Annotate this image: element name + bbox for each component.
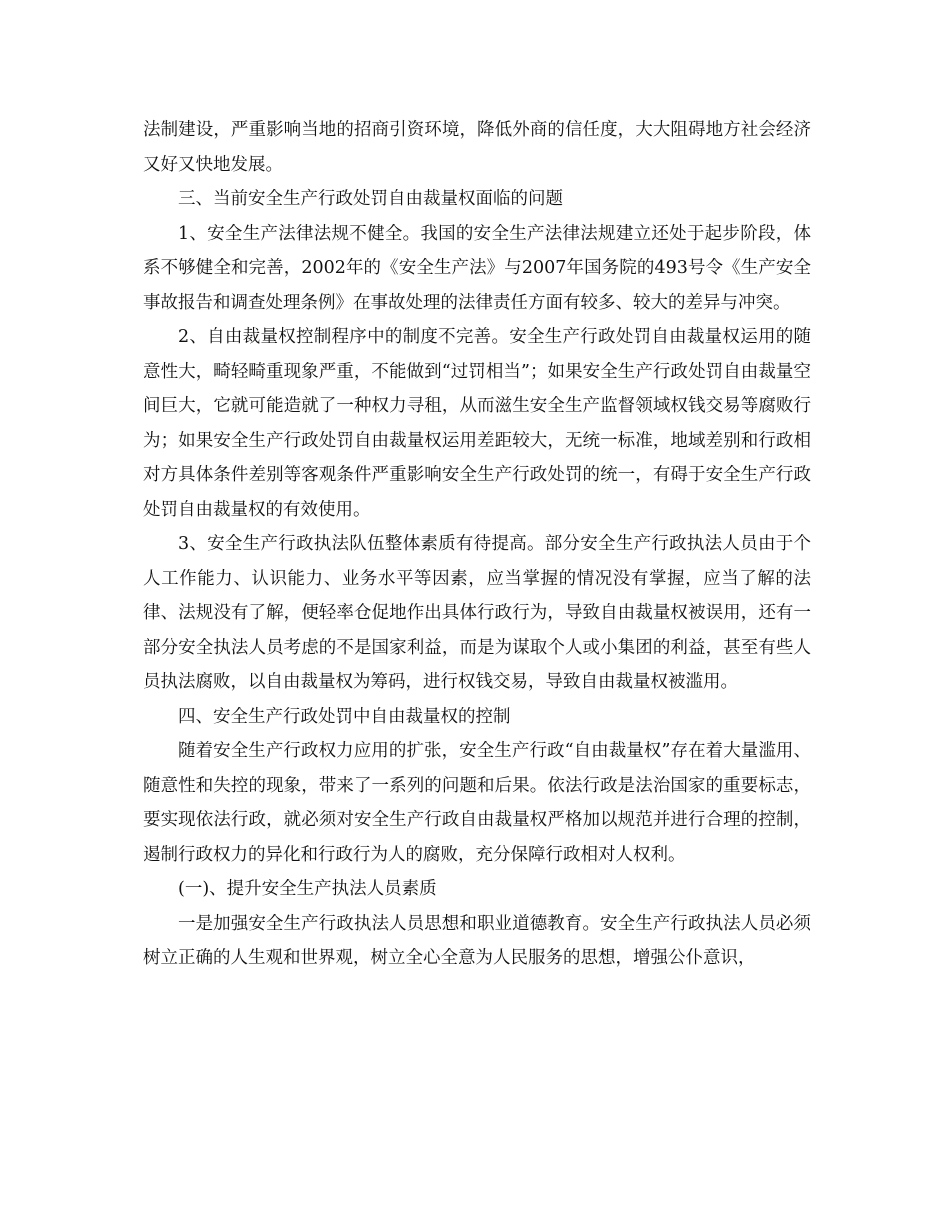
paragraph-item-1: 1、安全生产法律法规不健全。我国的安全生产法律法规建立还处于起步阶段，体系不够健全和完善，2002年的《安全生产法》与2007年国务院的493号令《生产安全事故报告和调查处理条例》在事故处理的法律责任方面有较多、较大的差异与冲突。 — [143, 223, 811, 313]
paragraph-item-3: 3、安全生产行政执法队伍整体素质有待提高。部分安全生产行政执法人员由于个人工作能力、认识能力、业务水平等因素，应当掌握的情况没有掌握，应当了解的法律、法规没有了解，便轻率仓促地作出具体行政行为，导致自由裁量权被误用，还有一部分安全执法人员考虑的不是国家利益，而是为谋取个人或小集团的利益，甚至有些人员执法腐败，以自由裁量权为筹码，进行权钱交易，导致自由裁量权被滥用。 — [143, 534, 811, 692]
section-heading-4: 四、安全生产行政处罚中自由裁量权的控制 — [178, 706, 511, 727]
paragraph-item-2: 2、自由裁量权控制程序中的制度不完善。安全生产行政处罚自由裁量权运用的随意性大，畸轻畸重现象严重，不能做到“过罚相当”；如果安全生产行政处罚自由裁量空间巨大，它就可能造就了一种权力寻租，从而滋生安全生产监督领域权钱交易等腐败行为；如果安全生产行政处罚自由裁量权运用差距较大，无统一标准，地域差别和行政相对方具体条件差别等客观条件严重影响安全生产行政处罚的统一，有碍于安全生产行政处罚自由裁量权的有效使用。 — [143, 327, 811, 520]
subsection-heading-1: (一)、提升安全生产执法人员素质 — [178, 879, 437, 899]
paragraph-continuation: 法制建设，严重影响当地的招商引资环境，降低外商的信任度，大大阻碍地方社会经济又好又快地发展。 — [143, 120, 811, 175]
section-heading-3: 三、当前安全生产行政处罚自由裁量权面临的问题 — [178, 189, 563, 209]
paragraph-point-1: 一是加强安全生产行政执法人员思想和职业道德教育。安全生产行政执法人员必须树立正确的人生观和世界观，树立全心全意为人民服务的思想，增强公仆意识， — [143, 913, 811, 968]
paragraph-body: 随着安全生产行政权力应用的扩张，安全生产行政“自由裁量权”存在着大量滥用、随意性和失控的现象，带来了一系列的问题和后果。依法行政是法治国家的重要标志，要实现依法行政，就必须对安全生产行政自由裁量权严格加以规范并进行合理的控制，遏制行政权力的异化和行政行为人的腐败，充分保障行政相对人权利。 — [143, 741, 811, 865]
document-page — [143, 113, 811, 976]
